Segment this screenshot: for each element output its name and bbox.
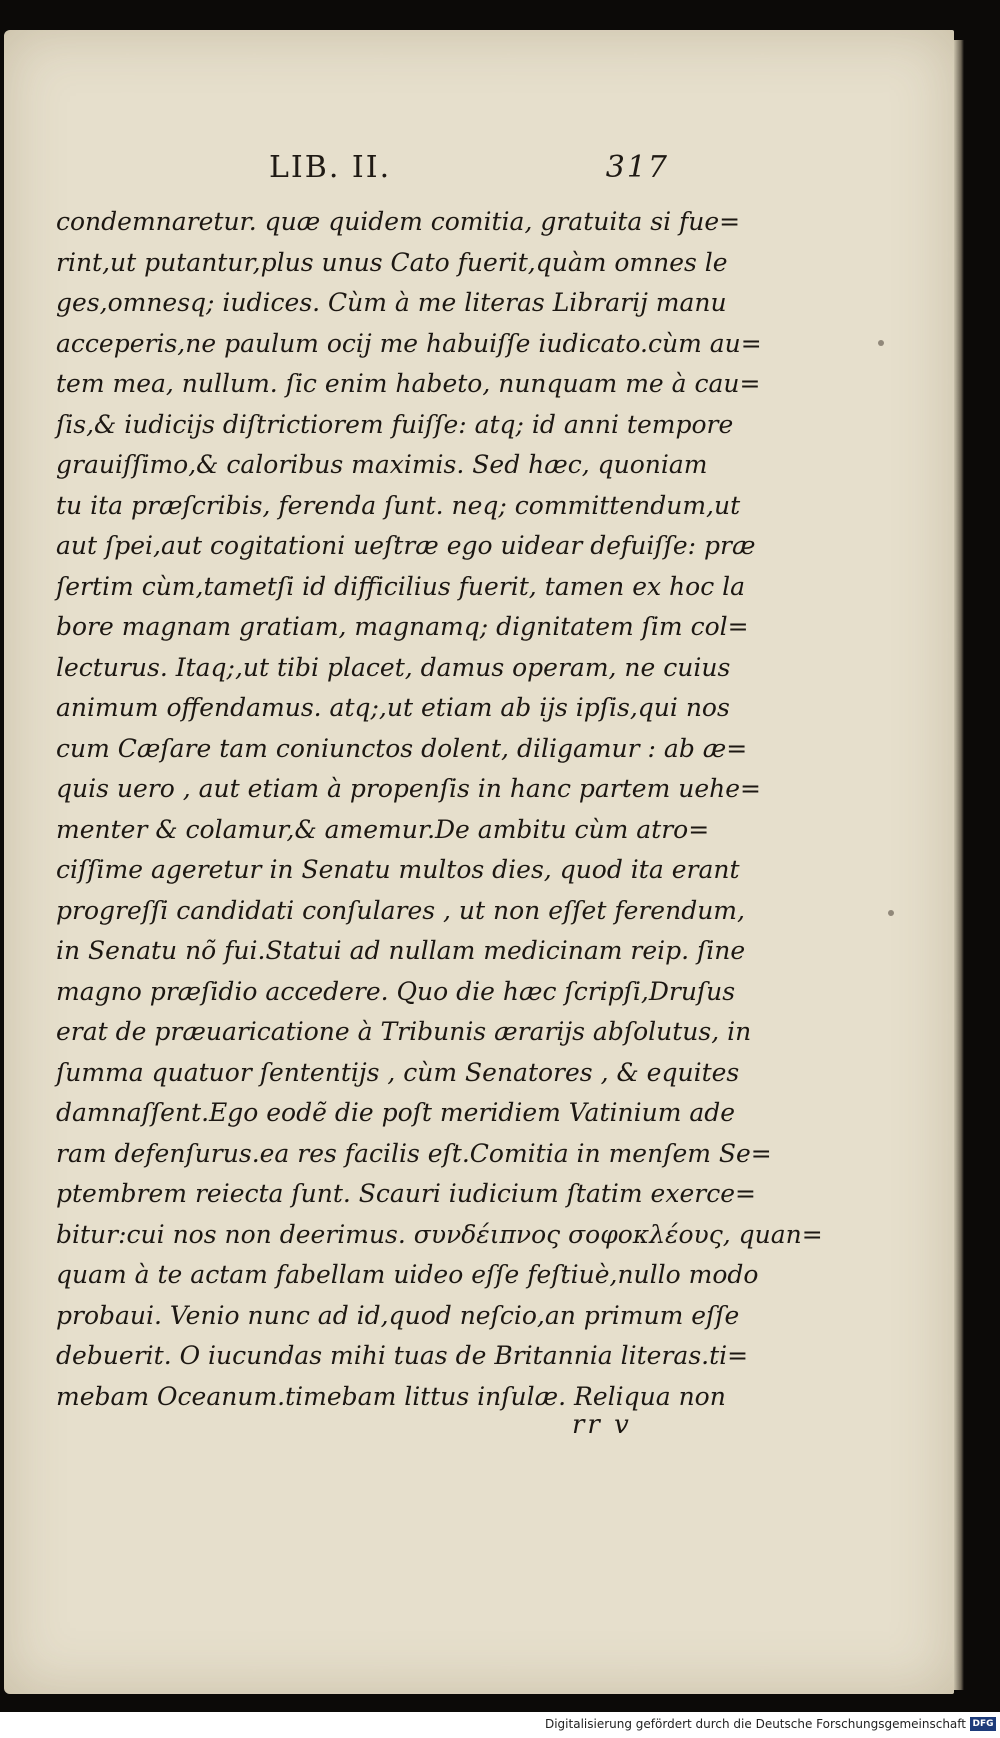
text-line: ſumma quatuor ſententijs , cùm Senatores , & equites <box>56 1057 740 1087</box>
text-line: ram defenſurus.ea res facilis eſt.Comitia in menſem Se= <box>56 1138 772 1168</box>
text-line: magno præſidio accedere. Quo die hæc ſcripſi,Druſus <box>56 976 736 1006</box>
text-line: bitur:cui nos non deerimus. συνδέιπνος σοφοκλέους, quan= <box>56 1219 823 1249</box>
dfg-logo: DFG <box>970 1717 996 1731</box>
text-line: erat de præuaricatione à Tribunis ærarijs abſolutus, in <box>56 1017 752 1046</box>
text-line: ges,omnesq; iudices. Cùm à me literas Librarij manu <box>56 288 727 317</box>
text-line: aut ſpei,aut cogitationi ueſtræ ego uidear defuiſſe: præ <box>56 531 756 560</box>
text-line: ſertim cùm,tametſi id difficilius fuerit, tamen ex hoc la <box>56 571 746 601</box>
text-line: tu ita præſcribis, ferenda ſunt. neq; committendum,ut <box>56 490 741 520</box>
text-line: in Senatu nõ fui.Statui ad nullam medicinam reip. ſine <box>56 936 746 965</box>
text-line: lecturus. Itaq;,ut tibi placet, damus operam, ne cuius <box>56 652 731 682</box>
text-line: ciſſime ageretur in Senatu multos dies, quod ita erant <box>56 855 740 884</box>
text-line: condemnaretur. quæ quidem comitia, gratuita si fue= <box>56 207 741 236</box>
text-line: debuerit. O iucundas mihi tuas de Britannia literas.ti= <box>56 1341 749 1370</box>
text-line: ptembrem reiecta ſunt. Scauri iudicium ſtatim exerce= <box>56 1179 756 1208</box>
funding-credit: Digitalisierung gefördert durch die Deutsche Forschungsgemeinschaft <box>544 1717 966 1731</box>
footer-bar <box>0 1712 1000 1738</box>
text-line: bore magnam gratiam, magnamq; dignitatem ſim col= <box>56 612 749 641</box>
book-number: LIB. II. <box>269 150 392 185</box>
body-text <box>56 202 823 1417</box>
text-line: animum offendamus. atq;,ut etiam ab ijs ipſis,qui nos <box>56 693 730 722</box>
text-line: acceperis,ne paulum ocij me habuiſſe iudicato.cùm au= <box>56 328 762 358</box>
paper-speck <box>878 340 884 346</box>
text-line: quam à te actam fabellam uideo eſſe feſtiuè,nullo modo <box>56 1260 759 1289</box>
text-line: rint,ut putantur,plus unus Cato fuerit,quàm omnes le <box>56 247 728 277</box>
text-line: quis uero , aut etiam à propenſis in hanc partem uehe= <box>56 774 761 803</box>
text-line: ſis,& iudicijs diſtrictiorem fuiſſe: atq; id anni tempore <box>56 409 734 439</box>
page-number: 317 <box>605 150 669 185</box>
book-page <box>4 30 954 1694</box>
text-line: progreſſi candidati conſulares , ut non eſſet ferendum, <box>56 895 745 925</box>
text-line: cum Cæſare tam coniunctos dolent, diligamur : ab æ= <box>56 733 748 763</box>
text-line: damnaſſent.Ego eodẽ die poſt meridiem Vatinium ade <box>56 1098 736 1127</box>
page-edge-shadow <box>954 40 964 1690</box>
text-line: grauiſſimo,& caloribus maximis. Sed hæc, quoniam <box>56 450 708 479</box>
text-line: probaui. Venio nunc ad id,quod neſcio,an primum eſſe <box>56 1300 740 1330</box>
text-line: menter & colamur,& amemur.De ambitu cùm atro= <box>56 814 710 844</box>
running-header <box>269 150 669 194</box>
text-line: tem mea, nullum. ſic enim habeto, nunquam me à cau= <box>56 369 761 398</box>
text-line: mebam Oceanum.timebam littus inſulæ. Reliqua non <box>56 1381 726 1411</box>
paper-speck <box>888 910 894 916</box>
catchword-signature: rr v <box>572 1410 632 1440</box>
